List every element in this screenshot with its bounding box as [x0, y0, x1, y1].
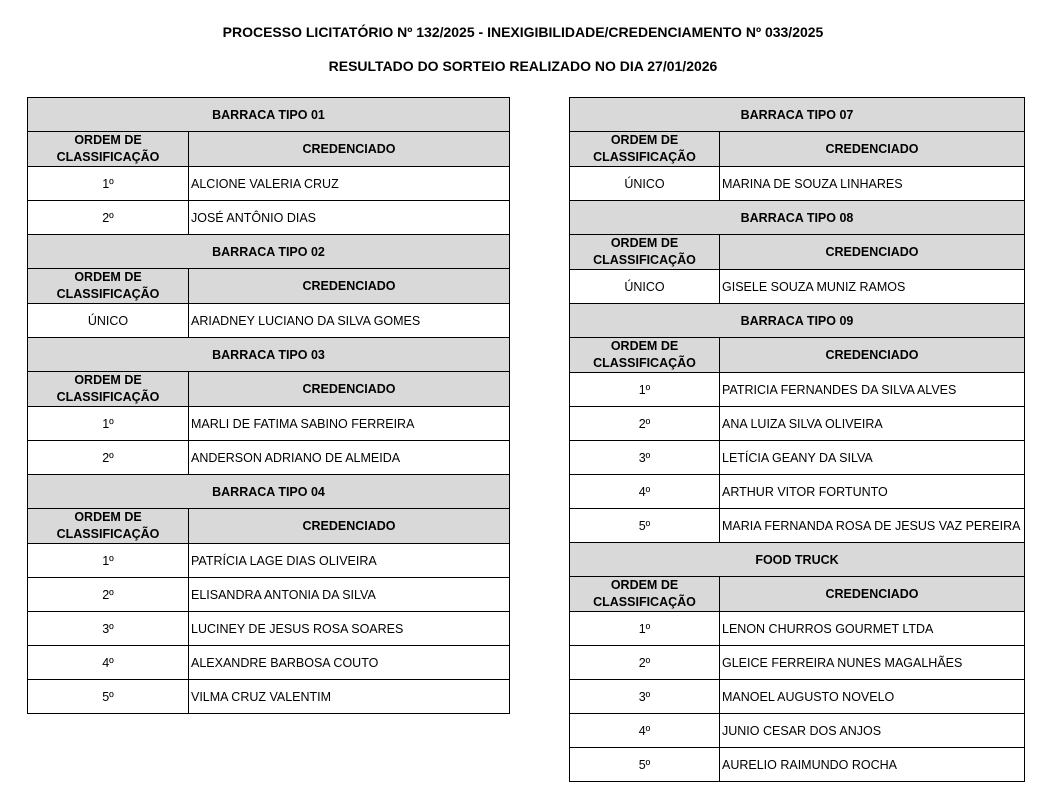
credenciado-cell: GLEICE FERREIRA NUNES MAGALHÃES — [720, 646, 1025, 680]
table-row — [570, 612, 1025, 646]
document-subtitle: RESULTADO DO SORTEIO REALIZADO NO DIA 27/01/2026 — [328, 58, 718, 74]
table-row — [28, 544, 510, 578]
table-row — [570, 714, 1025, 748]
column-header-ordem — [28, 509, 189, 544]
credenciado-cell: LENON CHURROS GOURMET LTDA — [720, 612, 1025, 646]
column-header-row — [570, 577, 1025, 612]
section-title: BARRACA TIPO 01 — [28, 98, 510, 132]
column-header-credenciado: CREDENCIADO — [720, 577, 1025, 612]
credenciado-cell: ALEXANDRE BARBOSA COUTO — [189, 646, 510, 680]
column-header-row — [28, 132, 510, 167]
section-title-row — [28, 98, 510, 132]
table-row — [570, 407, 1025, 441]
credenciado-cell: VILMA CRUZ VALENTIM — [189, 680, 510, 714]
table-row — [570, 680, 1025, 714]
column-header-credenciado: CREDENCIADO — [720, 338, 1025, 373]
section-title: BARRACA TIPO 08 — [570, 201, 1025, 235]
ordem-header-line1: ORDEM DE — [74, 133, 142, 147]
credenciado-cell: PATRÍCIA LAGE DIAS OLIVEIRA — [189, 544, 510, 578]
table-row — [570, 748, 1025, 782]
ordem-cell: 1º — [28, 407, 189, 441]
table-row — [28, 167, 510, 201]
ordem-header-line2: CLASSIFICAÇÃO — [593, 595, 696, 609]
ordem-cell: 2º — [28, 578, 189, 612]
table-row — [28, 407, 510, 441]
column-header-ordem — [28, 132, 189, 167]
credenciado-cell: ANA LUIZA SILVA OLIVEIRA — [720, 407, 1025, 441]
ordem-cell: 1º — [28, 544, 189, 578]
ordem-cell: 4º — [28, 646, 189, 680]
section-title-row — [570, 98, 1025, 132]
column-header-ordem — [570, 338, 720, 373]
column-header-ordem — [28, 372, 189, 407]
column-header-credenciado: CREDENCIADO — [720, 132, 1025, 167]
ordem-header-line2: CLASSIFICAÇÃO — [56, 287, 160, 301]
ordem-cell: ÚNICO — [570, 270, 720, 304]
table-row — [570, 167, 1025, 201]
table-row — [28, 304, 510, 338]
credenciado-cell: MANOEL AUGUSTO NOVELO — [720, 680, 1025, 714]
ordem-cell: 2º — [570, 646, 720, 680]
table-row — [28, 441, 510, 475]
section-title-row — [570, 201, 1025, 235]
ordem-cell: 2º — [28, 441, 189, 475]
credenciado-cell: GISELE SOUZA MUNIZ RAMOS — [720, 270, 1025, 304]
column-header-credenciado: CREDENCIADO — [189, 509, 510, 544]
credenciado-cell: LETÍCIA GEANY DA SILVA — [720, 441, 1025, 475]
column-header-ordem — [570, 235, 720, 270]
ordem-header-line2: CLASSIFICAÇÃO — [593, 253, 696, 267]
credenciado-cell: MARIA FERNANDA ROSA DE JESUS VAZ PEREIRA — [720, 509, 1025, 543]
ordem-header-line2: CLASSIFICAÇÃO — [593, 150, 696, 164]
ordem-cell: 1º — [28, 167, 189, 201]
credenciado-cell: PATRICIA FERNANDES DA SILVA ALVES — [720, 373, 1025, 407]
ordem-cell: 2º — [570, 407, 720, 441]
ordem-header-line1: ORDEM DE — [74, 510, 142, 524]
column-header-row — [570, 132, 1025, 167]
column-header-credenciado: CREDENCIADO — [189, 269, 510, 304]
ordem-header-line1: ORDEM DE — [74, 270, 142, 284]
credenciado-cell: LUCINEY DE JESUS ROSA SOARES — [189, 612, 510, 646]
column-header-row — [28, 269, 510, 304]
credenciado-cell: ARIADNEY LUCIANO DA SILVA GOMES — [189, 304, 510, 338]
column-header-ordem — [570, 132, 720, 167]
ordem-header-line2: CLASSIFICAÇÃO — [56, 527, 160, 541]
section-title: BARRACA TIPO 02 — [28, 235, 510, 269]
ordem-cell: 2º — [28, 201, 189, 235]
ordem-cell: ÚNICO — [570, 167, 720, 201]
credenciado-cell: ARTHUR VITOR FORTUNTO — [720, 475, 1025, 509]
credenciado-cell: JOSÉ ANTÔNIO DIAS — [189, 201, 510, 235]
section-title: BARRACA TIPO 09 — [570, 304, 1025, 338]
ordem-header-line2: CLASSIFICAÇÃO — [56, 150, 160, 164]
table-row — [570, 270, 1025, 304]
ordem-cell: 3º — [570, 680, 720, 714]
table-row — [28, 612, 510, 646]
credenciado-cell: MARINA DE SOUZA LINHARES — [720, 167, 1025, 201]
section-title: FOOD TRUCK — [570, 543, 1025, 577]
ordem-header-line2: CLASSIFICAÇÃO — [56, 390, 160, 404]
section-title-row — [570, 543, 1025, 577]
section-title-row — [570, 304, 1025, 338]
ordem-cell: 5º — [28, 680, 189, 714]
credenciado-cell: ANDERSON ADRIANO DE ALMEIDA — [189, 441, 510, 475]
credenciado-cell: AURELIO RAIMUNDO ROCHA — [720, 748, 1025, 782]
section-title-row — [28, 475, 510, 509]
section-title-row — [28, 338, 510, 372]
ordem-cell: 1º — [570, 373, 720, 407]
table-row — [28, 201, 510, 235]
credenciado-cell: MARLI DE FATIMA SABINO FERREIRA — [189, 407, 510, 441]
ordem-cell: 1º — [570, 612, 720, 646]
table-row — [28, 578, 510, 612]
document-title: PROCESSO LICITATÓRIO Nº 132/2025 - INEXIGIBILIDADE/CREDENCIAMENTO Nº 033/2025 — [222, 24, 824, 40]
column-header-credenciado: CREDENCIADO — [189, 372, 510, 407]
results-table-left — [27, 97, 510, 714]
column-header-ordem — [570, 577, 720, 612]
ordem-header-line1: ORDEM DE — [610, 236, 679, 250]
column-header-row — [570, 235, 1025, 270]
table-row — [570, 441, 1025, 475]
table-row — [28, 646, 510, 680]
ordem-cell: 4º — [570, 475, 720, 509]
ordem-header-line1: ORDEM DE — [610, 133, 679, 147]
column-header-row — [28, 372, 510, 407]
ordem-cell: 5º — [570, 509, 720, 543]
results-table-right — [569, 97, 1025, 782]
ordem-header-line1: ORDEM DE — [74, 373, 142, 387]
credenciado-cell: ELISANDRA ANTONIA DA SILVA — [189, 578, 510, 612]
section-title: BARRACA TIPO 03 — [28, 338, 510, 372]
column-header-row — [570, 338, 1025, 373]
credenciado-cell: JUNIO CESAR DOS ANJOS — [720, 714, 1025, 748]
ordem-cell: 4º — [570, 714, 720, 748]
ordem-cell: 3º — [28, 612, 189, 646]
table-row — [570, 373, 1025, 407]
section-title-row — [28, 235, 510, 269]
ordem-header-line2: CLASSIFICAÇÃO — [593, 356, 696, 370]
ordem-header-line1: ORDEM DE — [610, 339, 679, 353]
ordem-cell: 5º — [570, 748, 720, 782]
table-row — [570, 475, 1025, 509]
table-row — [570, 509, 1025, 543]
ordem-cell: 3º — [570, 441, 720, 475]
ordem-header-line1: ORDEM DE — [610, 578, 679, 592]
ordem-cell: ÚNICO — [28, 304, 189, 338]
section-title: BARRACA TIPO 04 — [28, 475, 510, 509]
column-header-row — [28, 509, 510, 544]
column-header-credenciado: CREDENCIADO — [720, 235, 1025, 270]
table-row — [28, 680, 510, 714]
column-header-ordem — [28, 269, 189, 304]
section-title: BARRACA TIPO 07 — [570, 98, 1025, 132]
credenciado-cell: ALCIONE VALERIA CRUZ — [189, 167, 510, 201]
column-header-credenciado: CREDENCIADO — [189, 132, 510, 167]
table-row — [570, 646, 1025, 680]
